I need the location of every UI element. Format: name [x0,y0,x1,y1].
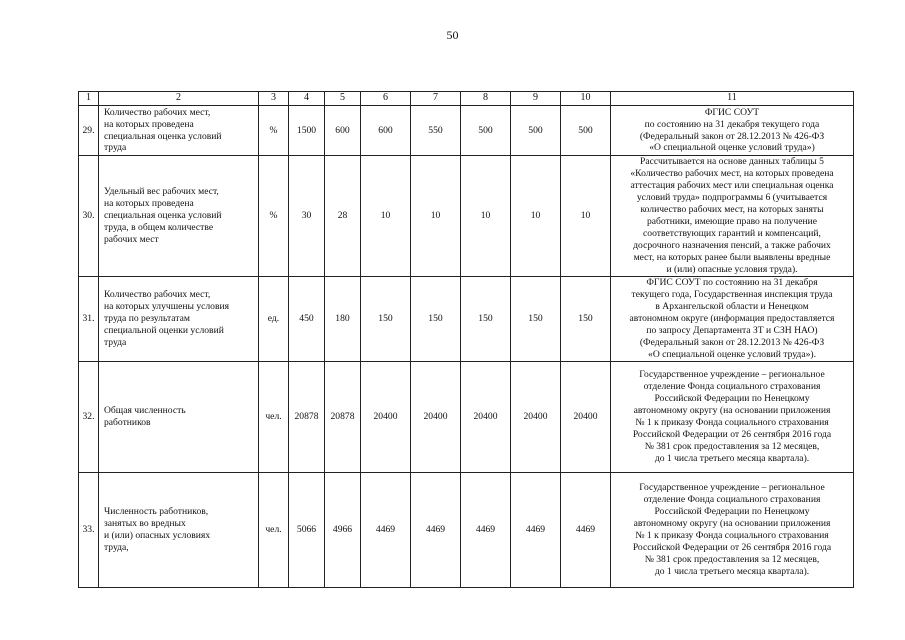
indicator-name-line: и (или) опасных условиях [104,529,211,541]
value-cell: 5066 [289,472,325,587]
source-line: Российской Федерации от 26 сентября 2016 года [632,428,832,440]
indicator-name [99,472,259,587]
value-cell: 600 [325,106,361,156]
header-cell: 10 [561,92,611,106]
unit-cell: ед. [259,276,289,361]
source-cell [611,106,854,156]
indicator-name-line: труда [104,336,127,348]
value-cell: 1500 [289,106,325,156]
row-number: 29. [79,106,99,156]
source-line: (Федеральный закон от 28.12.2013 № 426-ФЗ [639,130,825,142]
row-number: 32. [79,361,99,472]
indicator-name [99,276,259,361]
source-line: ФГИС СОУТ [704,106,760,118]
value-cell: 4469 [411,472,461,587]
value-cell: 500 [511,106,561,156]
indicator-name-line: на которых проведена [104,197,194,209]
source-line: Российской Федерации по Ненецкому [654,505,810,517]
value-cell: 4469 [361,472,411,587]
source-cell [611,276,854,361]
row-number: 30. [79,156,99,277]
source-line: соответствующих гарантий и компенсаций, [643,227,821,239]
header-cell: 9 [511,92,561,106]
source-line: автономному округу (на основании приложения [633,404,831,416]
source-line: (Федеральный закон от 28.12.2013 № 426-ФЗ [639,336,825,348]
indicator-name-line: работников [104,416,151,428]
value-cell: 150 [511,276,561,361]
unit-cell: чел. [259,361,289,472]
source-line: «О специальной оценке условий труда»). [648,348,816,360]
value-cell: 450 [289,276,325,361]
table-row [79,472,854,587]
header-cell: 11 [611,92,854,106]
indicator-name-line: специальной оценки условий [104,324,224,336]
value-cell: 20878 [325,361,361,472]
indicators-table [78,91,854,588]
header-cell: 8 [461,92,511,106]
indicator-name-line: Количество рабочих мест, [104,288,211,300]
indicator-name-line: специальная оценка условий [104,130,222,142]
value-cell: 20400 [561,361,611,472]
source-line: № 1 к приказу Фонда социального страхования [635,529,829,541]
indicator-name-line: на которых улучшены условия [104,300,230,312]
header-cell: 6 [361,92,411,106]
value-cell: 20400 [511,361,561,472]
source-line: работники, имеющие право на получение [646,215,818,227]
value-cell: 150 [561,276,611,361]
indicator-name-line: Количество рабочих мест, [104,106,211,118]
indicator-name-line: специальная оценка условий [104,209,222,221]
source-cell [611,361,854,472]
indicator-name-line: труда, [104,541,129,553]
value-cell: 10 [461,156,511,277]
source-line: до 1 числа третьего месяца квартала). [654,452,810,464]
source-line: аттестация рабочих мест или специальная оценка [630,179,834,191]
source-line: автономному округу (на основании приложения [633,517,831,529]
indicator-name [99,361,259,472]
value-cell: 20400 [361,361,411,472]
table-row [79,361,854,472]
source-line: по запросу Департамента ЗТ и СЗН НАО) [646,324,818,336]
source-line: Российской Федерации от 26 сентября 2016 года [632,541,832,553]
source-line: ФГИС СОУТ по состоянию на 31 декабря [646,276,818,288]
source-line: Рассчитывается на основе данных таблицы 5 [640,156,824,167]
source-line: № 1 к приказу Фонда социального страхования [635,416,829,428]
page-number: 50 [446,28,459,42]
source-line: текущего года, Государственная инспекция труда [631,288,833,300]
source-line: количество рабочих мест, на которых заняты [640,203,824,215]
source-line: по состоянию на 31 декабря текущего года [644,118,820,130]
value-cell: 4469 [561,472,611,587]
header-cell: 1 [79,92,99,106]
indicator-name-line: занятых во вредных [104,517,186,529]
value-cell: 20400 [411,361,461,472]
value-cell: 600 [361,106,411,156]
source-line: «Количество рабочих мест, на которых проведена [630,167,834,179]
value-cell: 20400 [461,361,511,472]
source-line: до 1 числа третьего месяца квартала). [654,565,810,577]
indicator-name-line: труда по результатам [104,312,190,324]
value-cell: 500 [461,106,511,156]
table-header-row [79,92,854,106]
source-line: № 381 срок предоставления за 12 месяцев, [644,553,820,565]
header-cell: 5 [325,92,361,106]
header-cell: 3 [259,92,289,106]
value-cell: 4469 [461,472,511,587]
indicator-name-line: Численность работников, [104,505,209,517]
indicator-name-line: труда [104,142,127,154]
value-cell: 10 [561,156,611,277]
table-row [79,106,854,156]
value-cell: 150 [411,276,461,361]
header-cell: 7 [411,92,461,106]
unit-cell: чел. [259,472,289,587]
indicator-name-line: на которых проведена [104,118,194,130]
source-line: условий труда» подпрограммы 6 (учитывается [636,191,828,203]
value-cell: 550 [411,106,461,156]
value-cell: 180 [325,276,361,361]
unit-cell: % [259,106,289,156]
header-cell: 4 [289,92,325,106]
indicator-name [99,106,259,156]
source-line: мест, на которых ранее были выявлены вредные [633,251,831,263]
source-cell [611,472,854,587]
source-line: отделение Фонда социального страхования [643,380,821,392]
source-line: Государственное учреждение – региональное [639,368,825,380]
source-line: № 381 срок предоставления за 12 месяцев, [644,440,820,452]
value-cell: 10 [411,156,461,277]
value-cell: 4966 [325,472,361,587]
unit-cell: % [259,156,289,277]
value-cell: 150 [361,276,411,361]
row-number: 31. [79,276,99,361]
table-row [79,276,854,361]
source-line: отделение Фонда социального страхования [643,493,821,505]
value-cell: 28 [325,156,361,277]
indicator-name-line: рабочих мест [104,233,159,245]
source-line: Государственное учреждение – региональное [639,481,825,493]
indicator-name-line: Удельный вес рабочих мест, [104,185,219,197]
value-cell: 20878 [289,361,325,472]
value-cell: 10 [511,156,561,277]
source-line: автономном округе (информация предоставляется [629,312,835,324]
source-line: в Архангельской области и Ненецком [655,300,809,312]
source-line: и (или) опасные условия труда). [666,263,798,275]
value-cell: 10 [361,156,411,277]
source-line: «О специальной оценке условий труда») [649,142,815,154]
source-line: досрочного назначения пенсий, а также рабочих [633,239,831,251]
indicator-name [99,156,259,277]
value-cell: 30 [289,156,325,277]
source-line: Российской Федерации по Ненецкому [654,392,810,404]
indicator-name-line: труда, в общем количестве [104,221,214,233]
table-row [79,156,854,277]
value-cell: 4469 [511,472,561,587]
source-cell [611,156,854,277]
value-cell: 150 [461,276,511,361]
header-cell: 2 [99,92,259,106]
value-cell: 500 [561,106,611,156]
row-number: 33. [79,472,99,587]
indicator-name-line: Общая численность [104,404,186,416]
